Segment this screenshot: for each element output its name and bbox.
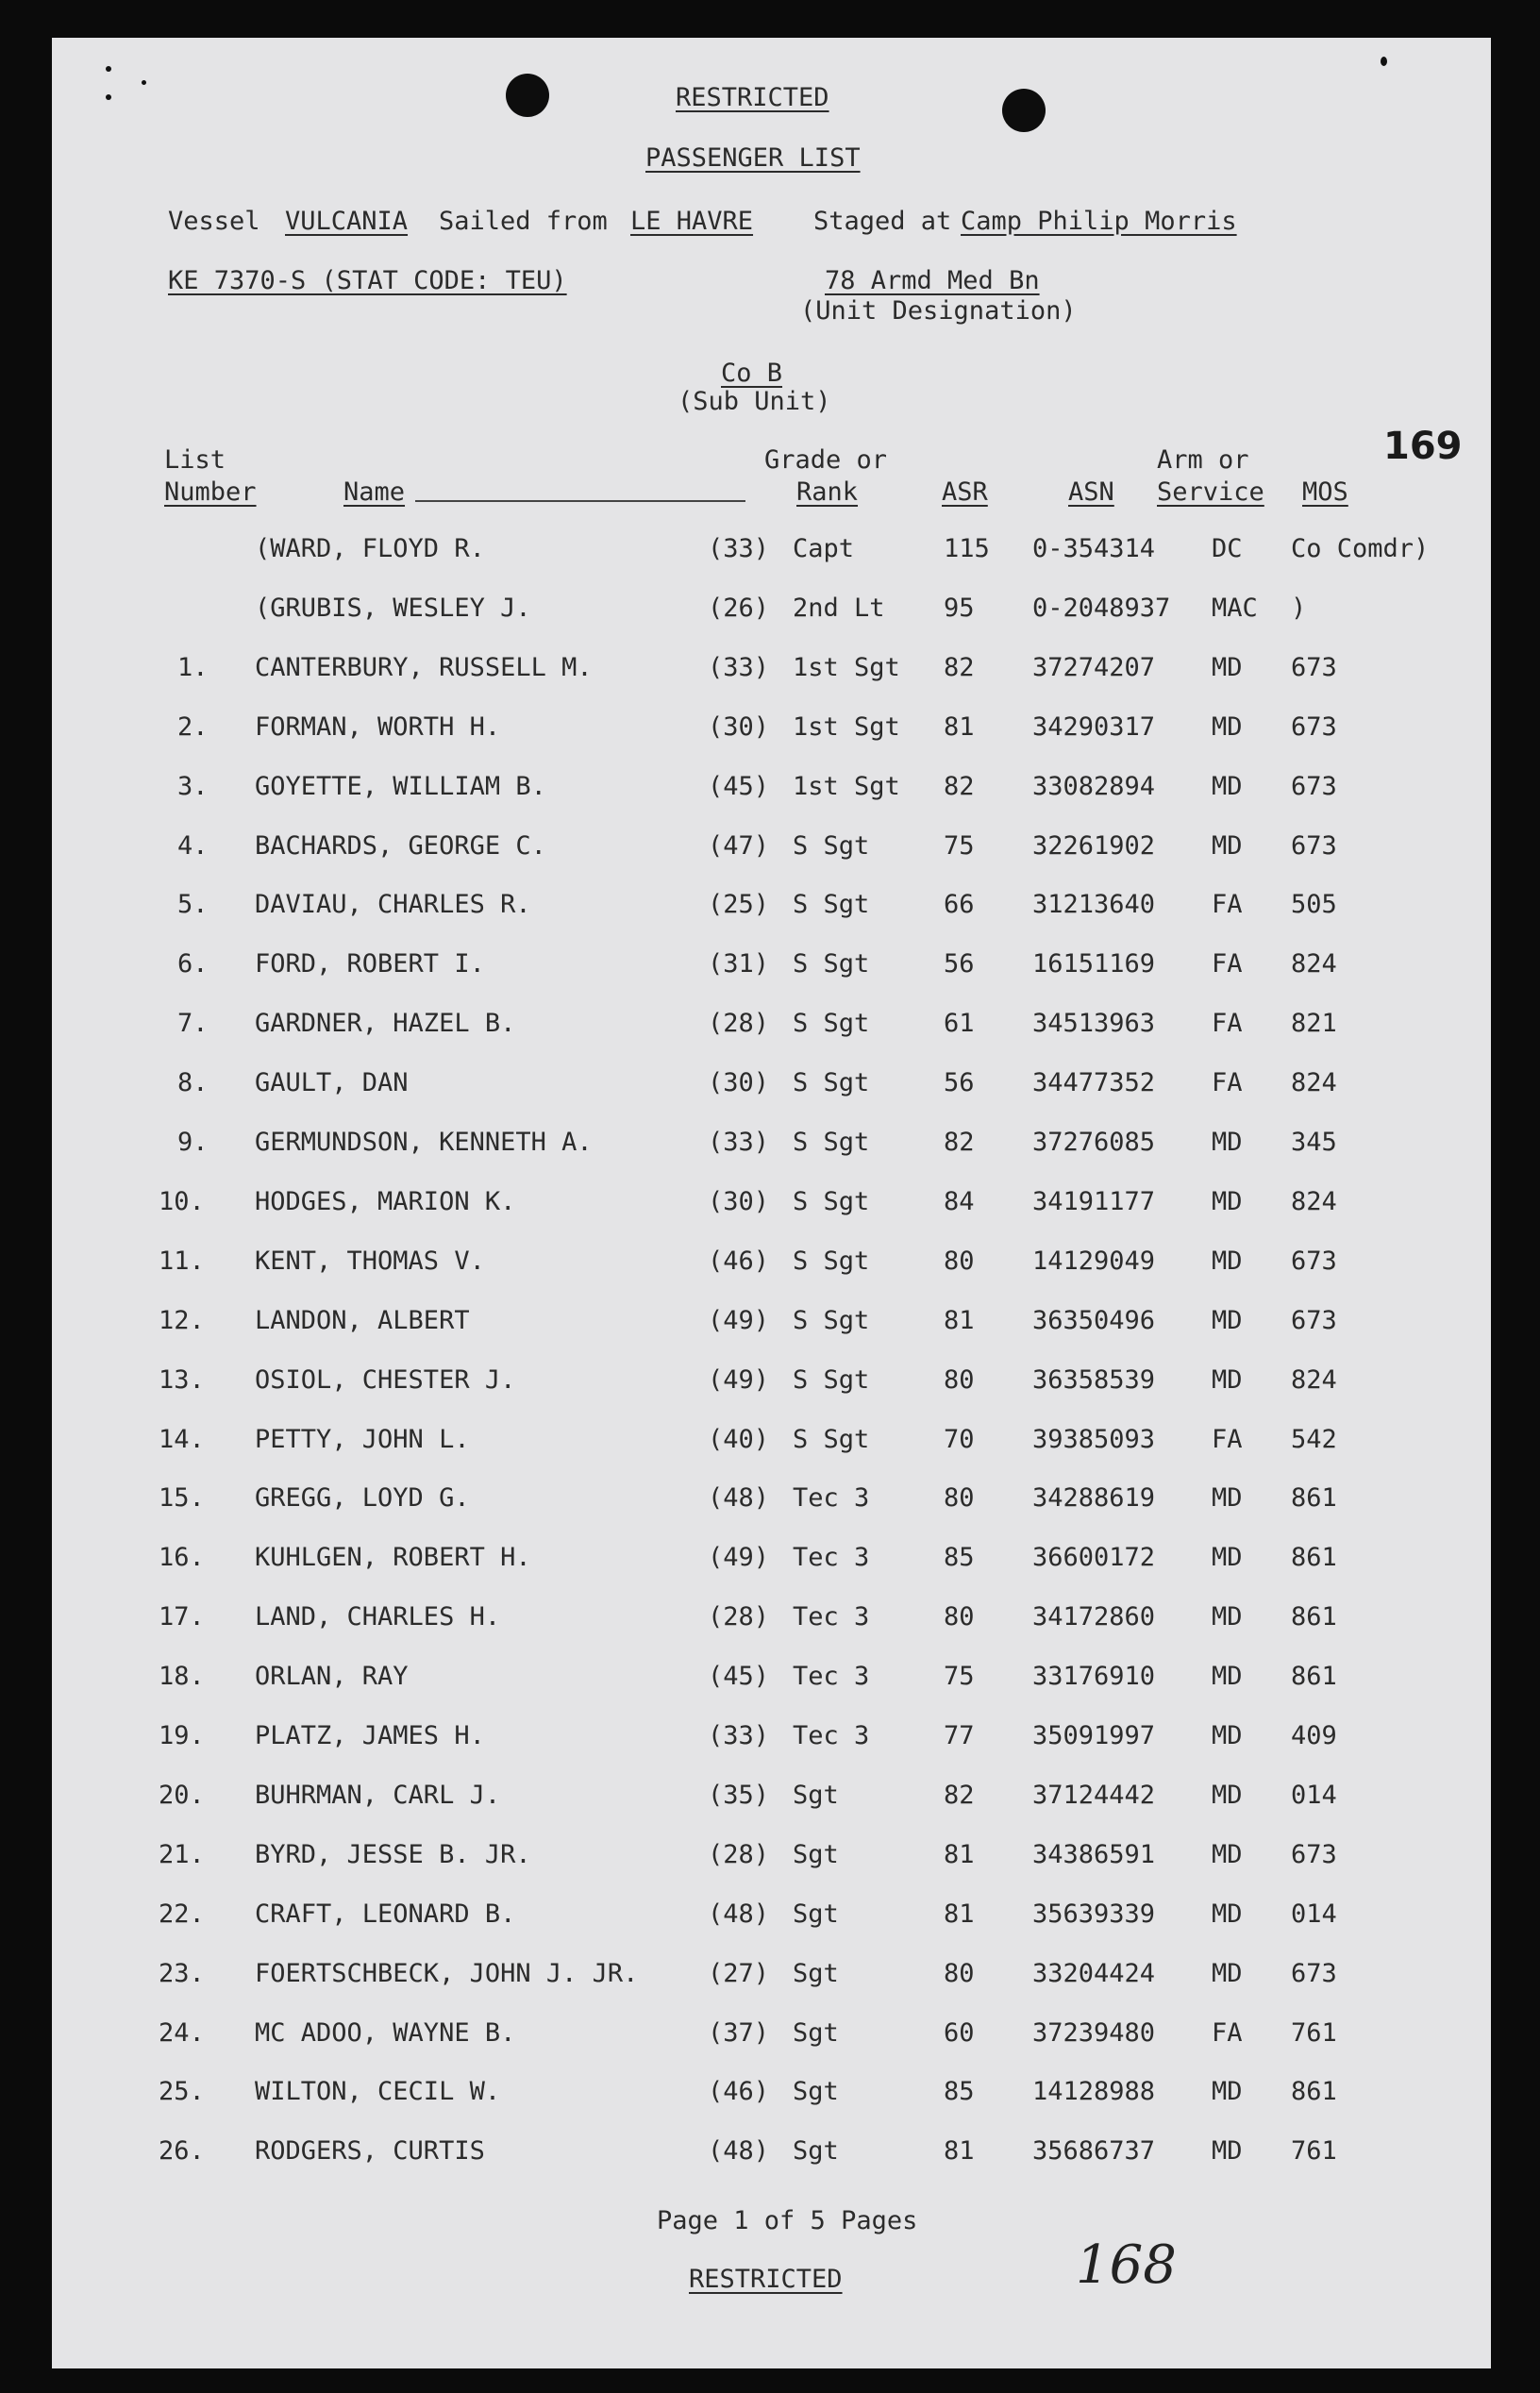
col-arm-top: Arm or	[1157, 445, 1249, 475]
age: (28)	[708, 1009, 770, 1039]
grade-rank: 1st Sgt	[793, 771, 900, 801]
age: (48)	[708, 2136, 770, 2167]
arm-service: FA	[1212, 890, 1243, 920]
passenger-name: ORLAN, RAY	[255, 1662, 409, 1692]
passenger-name: GREGG, LOYD G.	[255, 1483, 470, 1514]
list-number: 7.	[177, 1009, 209, 1039]
grade-rank: S Sgt	[793, 1009, 870, 1039]
arm-service: FA	[1212, 2017, 1243, 2048]
mos-code: 824	[1291, 1364, 1337, 1395]
restricted-mark-bottom: RESTRICTED	[689, 2265, 843, 2294]
age: (28)	[708, 1602, 770, 1632]
passenger-name: (WARD, FLOYD R.	[255, 534, 485, 563]
mos-code: 824	[1291, 1186, 1337, 1216]
table-row	[0, 1187, 1540, 1225]
ink-spot	[106, 94, 111, 100]
sub-unit-caption: (Sub Unit)	[678, 387, 831, 416]
grade-rank: 1st Sgt	[793, 711, 900, 742]
age: (30)	[708, 711, 770, 742]
mos-code: 014	[1291, 1780, 1337, 1810]
mos-code: 673	[1291, 1958, 1337, 1988]
passenger-name: GERMUNDSON, KENNETH A.	[255, 1128, 593, 1157]
asn-number: 33082894	[1032, 771, 1156, 801]
table-row	[0, 1959, 1540, 1997]
age: (31)	[708, 949, 770, 979]
list-number: 10.	[159, 1186, 205, 1216]
passenger-name: RODGERS, CURTIS	[255, 2136, 485, 2167]
age: (33)	[708, 652, 770, 682]
sub-unit: Co B	[721, 359, 783, 388]
asr-score: 115	[944, 534, 990, 563]
age: (33)	[708, 534, 770, 563]
age: (46)	[708, 1246, 770, 1276]
asn-number: 32261902	[1032, 830, 1156, 861]
asn-number: 35686737	[1032, 2136, 1156, 2167]
age: (49)	[708, 1543, 770, 1573]
grade-rank: Sgt	[793, 2136, 839, 2167]
asn-number: 14129049	[1032, 1246, 1156, 1276]
arm-service: MD	[1212, 711, 1243, 742]
arm-service: FA	[1212, 1424, 1243, 1454]
age: (30)	[708, 1068, 770, 1098]
age: (45)	[708, 1662, 770, 1692]
passenger-name: PLATZ, JAMES H.	[255, 1721, 485, 1750]
grade-rank: S Sgt	[793, 1246, 870, 1276]
col-mos: MOS	[1302, 477, 1348, 507]
list-number: 11.	[159, 1246, 205, 1276]
list-number: 3.	[177, 771, 209, 801]
asr-score: 85	[944, 1543, 975, 1573]
grade-rank: Sgt	[793, 2077, 839, 2107]
mos-code: 761	[1291, 2017, 1337, 2048]
vessel-label: Vessel	[168, 207, 260, 236]
page-stamp-number: 169	[1383, 425, 1463, 468]
sailed-from-value: LE HAVRE	[630, 207, 754, 236]
age: (33)	[708, 1128, 770, 1157]
asn-number: 36350496	[1032, 1305, 1156, 1335]
asr-score: 66	[944, 890, 975, 920]
list-number: 4.	[177, 830, 209, 861]
mos-code: 824	[1291, 1068, 1337, 1098]
age: (45)	[708, 771, 770, 801]
age: (25)	[708, 890, 770, 920]
age: (37)	[708, 2017, 770, 2048]
passenger-name: WILTON, CECIL W.	[255, 2077, 501, 2107]
list-number: 18.	[159, 1662, 205, 1692]
list-number: 12.	[159, 1305, 205, 1335]
table-row	[0, 831, 1540, 869]
age: (33)	[708, 1721, 770, 1750]
staged-at-value: Camp Philip Morris	[961, 207, 1237, 236]
arm-service: MD	[1212, 1305, 1243, 1335]
table-row	[0, 890, 1540, 928]
stat-code: KE 7370-S (STAT CODE: TEU)	[168, 266, 567, 295]
ink-spot	[142, 80, 146, 85]
asr-score: 81	[944, 1839, 975, 1869]
age: (48)	[708, 1483, 770, 1514]
table-row	[0, 1068, 1540, 1106]
asr-score: 81	[944, 711, 975, 742]
passenger-name: FORMAN, WORTH H.	[255, 711, 501, 742]
document-title: PASSENGER LIST	[645, 143, 861, 173]
age: (27)	[708, 1958, 770, 1988]
list-number: 26.	[159, 2136, 205, 2167]
table-row	[0, 1247, 1540, 1284]
punch-hole	[506, 74, 549, 117]
arm-service: MD	[1212, 1662, 1243, 1692]
staged-at-label: Staged at	[813, 207, 952, 236]
grade-rank: S Sgt	[793, 890, 870, 920]
list-number: 15.	[159, 1483, 205, 1514]
list-number: 22.	[159, 1899, 205, 1929]
table-row	[0, 534, 1540, 572]
asr-score: 95	[944, 593, 975, 623]
list-number: 23.	[159, 1958, 205, 1988]
mos-code: 409	[1291, 1721, 1337, 1750]
table-row	[0, 653, 1540, 691]
asn-number: 37276085	[1032, 1128, 1156, 1157]
grade-rank: Tec 3	[793, 1721, 870, 1750]
passenger-name: LANDON, ALBERT	[255, 1305, 470, 1335]
mos-code: 014	[1291, 1899, 1337, 1929]
mos-code: 861	[1291, 1483, 1337, 1514]
mos-code: 861	[1291, 1602, 1337, 1632]
asn-number: 33176910	[1032, 1662, 1156, 1692]
arm-service: MD	[1212, 1483, 1243, 1514]
age: (35)	[708, 1780, 770, 1810]
asn-number: 31213640	[1032, 890, 1156, 920]
table-row	[0, 1602, 1540, 1640]
arm-service: MD	[1212, 1958, 1243, 1988]
grade-rank: 2nd Lt	[793, 593, 885, 623]
passenger-name: CANTERBURY, RUSSELL M.	[255, 652, 593, 682]
asn-number: 37124442	[1032, 1780, 1156, 1810]
asr-score: 75	[944, 830, 975, 861]
asr-score: 85	[944, 2077, 975, 2107]
mos-code: 761	[1291, 2136, 1337, 2167]
asn-number: 35639339	[1032, 1899, 1156, 1929]
passenger-name: MC ADOO, WAYNE B.	[255, 2017, 516, 2048]
passenger-name: BACHARDS, GEORGE C.	[255, 830, 546, 861]
passenger-name: OSIOL, CHESTER J.	[255, 1364, 516, 1395]
asr-score: 81	[944, 1305, 975, 1335]
age: (40)	[708, 1424, 770, 1454]
asn-number: 34191177	[1032, 1186, 1156, 1216]
col-grade-bottom: Rank	[796, 477, 859, 507]
list-number: 14.	[159, 1424, 205, 1454]
col-asn: ASN	[1068, 477, 1114, 507]
asn-number: 16151169	[1032, 949, 1156, 979]
grade-rank: Sgt	[793, 2017, 839, 2048]
passenger-name: GOYETTE, WILLIAM B.	[255, 771, 546, 801]
table-row	[0, 1009, 1540, 1046]
list-number: 1.	[177, 652, 209, 682]
mos-code: )	[1291, 593, 1307, 623]
arm-service: MD	[1212, 2077, 1243, 2107]
list-number: 8.	[177, 1068, 209, 1098]
table-row	[0, 1365, 1540, 1403]
arm-service: MAC	[1212, 593, 1258, 623]
passenger-name: GARDNER, HAZEL B.	[255, 1009, 516, 1039]
asr-score: 81	[944, 2136, 975, 2167]
grade-rank: S Sgt	[793, 830, 870, 861]
asn-number: 37239480	[1032, 2017, 1156, 2048]
asr-score: 77	[944, 1721, 975, 1750]
passenger-name: CRAFT, LEONARD B.	[255, 1899, 516, 1929]
age: (48)	[708, 1899, 770, 1929]
table-row	[0, 1483, 1540, 1521]
vessel-value: VULCANIA	[285, 207, 409, 236]
table-row	[0, 1721, 1540, 1759]
asn-number: 34172860	[1032, 1602, 1156, 1632]
mos-code: 824	[1291, 949, 1337, 979]
list-number: 19.	[159, 1721, 205, 1750]
asr-score: 80	[944, 1602, 975, 1632]
table-row	[0, 2077, 1540, 2115]
asn-number: 34386591	[1032, 1839, 1156, 1869]
arm-service: DC	[1212, 534, 1243, 563]
asr-score: 70	[944, 1424, 975, 1454]
arm-service: MD	[1212, 1246, 1243, 1276]
arm-service: FA	[1212, 1009, 1243, 1039]
asr-score: 60	[944, 2017, 975, 2048]
asr-score: 80	[944, 1364, 975, 1395]
grade-rank: S Sgt	[793, 1186, 870, 1216]
table-row	[0, 1662, 1540, 1699]
grade-rank: Tec 3	[793, 1483, 870, 1514]
list-number: 20.	[159, 1780, 205, 1810]
table-row	[0, 1899, 1540, 1937]
asr-score: 82	[944, 771, 975, 801]
ink-spot	[106, 66, 111, 72]
arm-service: MD	[1212, 1543, 1243, 1573]
age: (49)	[708, 1305, 770, 1335]
mos-code: 673	[1291, 652, 1337, 682]
passenger-name: PETTY, JOHN L.	[255, 1424, 470, 1454]
asn-number: 14128988	[1032, 2077, 1156, 2107]
list-number: 5.	[177, 890, 209, 920]
grade-rank: Tec 3	[793, 1662, 870, 1692]
table-row	[0, 1425, 1540, 1463]
asr-score: 56	[944, 949, 975, 979]
passenger-name: FOERTSCHBECK, JOHN J. JR.	[255, 1958, 639, 1988]
mos-code: Co Comdr)	[1291, 534, 1430, 563]
arm-service: MD	[1212, 771, 1243, 801]
list-number: 6.	[177, 949, 209, 979]
arm-service: MD	[1212, 1128, 1243, 1157]
asr-score: 82	[944, 1128, 975, 1157]
grade-rank: S Sgt	[793, 1128, 870, 1157]
arm-service: FA	[1212, 1068, 1243, 1098]
passenger-name: KENT, THOMAS V.	[255, 1246, 485, 1276]
grade-rank: S Sgt	[793, 1424, 870, 1454]
list-number: 17.	[159, 1602, 205, 1632]
table-row	[0, 1306, 1540, 1344]
restricted-mark-top: RESTRICTED	[676, 83, 829, 112]
mos-code: 673	[1291, 1305, 1337, 1335]
handwritten-page-number: 168	[1076, 2234, 1177, 2296]
arm-service: FA	[1212, 949, 1243, 979]
mos-code: 673	[1291, 771, 1337, 801]
table-row	[0, 1840, 1540, 1878]
grade-rank: S Sgt	[793, 1364, 870, 1395]
age: (47)	[708, 830, 770, 861]
mos-code: 505	[1291, 890, 1337, 920]
arm-service: MD	[1212, 1186, 1243, 1216]
list-number: 16.	[159, 1543, 205, 1573]
asn-number: 34290317	[1032, 711, 1156, 742]
list-number: 21.	[159, 1839, 205, 1869]
list-number: 24.	[159, 2017, 205, 2048]
passenger-name: HODGES, MARION K.	[255, 1186, 516, 1216]
grade-rank: Sgt	[793, 1899, 839, 1929]
col-grade-top: Grade or	[764, 445, 888, 475]
grade-rank: Sgt	[793, 1839, 839, 1869]
asr-score: 81	[944, 1899, 975, 1929]
table-row	[0, 2136, 1540, 2174]
mos-code: 673	[1291, 1839, 1337, 1869]
asn-number: 35091997	[1032, 1721, 1156, 1750]
passenger-name: DAVIAU, CHARLES R.	[255, 890, 531, 920]
list-number: 9.	[177, 1128, 209, 1157]
mos-code: 861	[1291, 2077, 1337, 2107]
col-arm-bottom: Service	[1157, 477, 1264, 507]
grade-rank: Tec 3	[793, 1543, 870, 1573]
punch-hole	[1002, 89, 1046, 132]
passenger-name: LAND, CHARLES H.	[255, 1602, 501, 1632]
asn-number: 33204424	[1032, 1958, 1156, 1988]
mos-code: 673	[1291, 711, 1337, 742]
asn-number: 34477352	[1032, 1068, 1156, 1098]
passenger-name: BYRD, JESSE B. JR.	[255, 1839, 531, 1869]
passenger-name: KUHLGEN, ROBERT H.	[255, 1543, 531, 1573]
arm-service: MD	[1212, 2136, 1243, 2167]
col-list-bottom: Number	[164, 477, 257, 507]
arm-service: MD	[1212, 1602, 1243, 1632]
asr-score: 84	[944, 1186, 975, 1216]
table-row	[0, 2018, 1540, 2056]
grade-rank: S Sgt	[793, 949, 870, 979]
asr-score: 80	[944, 1246, 975, 1276]
arm-service: MD	[1212, 1899, 1243, 1929]
grade-rank: Sgt	[793, 1780, 839, 1810]
passenger-name: FORD, ROBERT I.	[255, 949, 485, 979]
age: (49)	[708, 1364, 770, 1395]
asr-score: 82	[944, 652, 975, 682]
asr-score: 80	[944, 1483, 975, 1514]
ink-spot	[1381, 57, 1387, 66]
asn-number: 34288619	[1032, 1483, 1156, 1514]
passenger-name: (GRUBIS, WESLEY J.	[255, 593, 531, 623]
arm-service: MD	[1212, 1364, 1243, 1395]
table-row	[0, 594, 1540, 631]
mos-code: 861	[1291, 1543, 1337, 1573]
table-row	[0, 712, 1540, 750]
arm-service: MD	[1212, 1721, 1243, 1750]
col-asr: ASR	[942, 477, 988, 507]
table-row	[0, 1128, 1540, 1165]
age: (46)	[708, 2077, 770, 2107]
table-row	[0, 1781, 1540, 1818]
arm-service: MD	[1212, 830, 1243, 861]
grade-rank: Tec 3	[793, 1602, 870, 1632]
grade-rank: S Sgt	[793, 1068, 870, 1098]
asn-number: 37274207	[1032, 652, 1156, 682]
age: (30)	[708, 1186, 770, 1216]
asn-number: 39385093	[1032, 1424, 1156, 1454]
mos-code: 345	[1291, 1128, 1337, 1157]
grade-rank: Sgt	[793, 1958, 839, 1988]
page-count: Page 1 of 5 Pages	[657, 2206, 918, 2235]
list-number: 13.	[159, 1364, 205, 1395]
name-underline	[415, 500, 745, 502]
asr-score: 75	[944, 1662, 975, 1692]
asn-number: 36358539	[1032, 1364, 1156, 1395]
list-number: 25.	[159, 2077, 205, 2107]
asr-score: 80	[944, 1958, 975, 1988]
asn-number: 34513963	[1032, 1009, 1156, 1039]
age: (28)	[708, 1839, 770, 1869]
asn-number: 0-354314	[1032, 534, 1156, 563]
mos-code: 673	[1291, 1246, 1337, 1276]
col-name: Name	[343, 477, 406, 507]
asr-score: 56	[944, 1068, 975, 1098]
asr-score: 61	[944, 1009, 975, 1039]
unit-designation: 78 Armd Med Bn	[825, 266, 1040, 295]
mos-code: 673	[1291, 830, 1337, 861]
mos-code: 861	[1291, 1662, 1337, 1692]
arm-service: MD	[1212, 1780, 1243, 1810]
grade-rank: S Sgt	[793, 1305, 870, 1335]
grade-rank: 1st Sgt	[793, 652, 900, 682]
passenger-name: BUHRMAN, CARL J.	[255, 1780, 501, 1810]
unit-designation-caption: (Unit Designation)	[800, 296, 1077, 326]
mos-code: 821	[1291, 1009, 1337, 1039]
table-row	[0, 949, 1540, 987]
age: (26)	[708, 593, 770, 623]
arm-service: MD	[1212, 652, 1243, 682]
mos-code: 542	[1291, 1424, 1337, 1454]
table-row	[0, 1543, 1540, 1581]
col-list-top: List	[164, 445, 226, 475]
list-number: 2.	[177, 711, 209, 742]
asn-number: 0-2048937	[1032, 593, 1171, 623]
passenger-name: GAULT, DAN	[255, 1068, 409, 1098]
asn-number: 36600172	[1032, 1543, 1156, 1573]
asr-score: 82	[944, 1780, 975, 1810]
arm-service: MD	[1212, 1839, 1243, 1869]
sailed-from-label: Sailed from	[439, 207, 608, 236]
table-row	[0, 772, 1540, 810]
grade-rank: Capt	[793, 534, 855, 563]
